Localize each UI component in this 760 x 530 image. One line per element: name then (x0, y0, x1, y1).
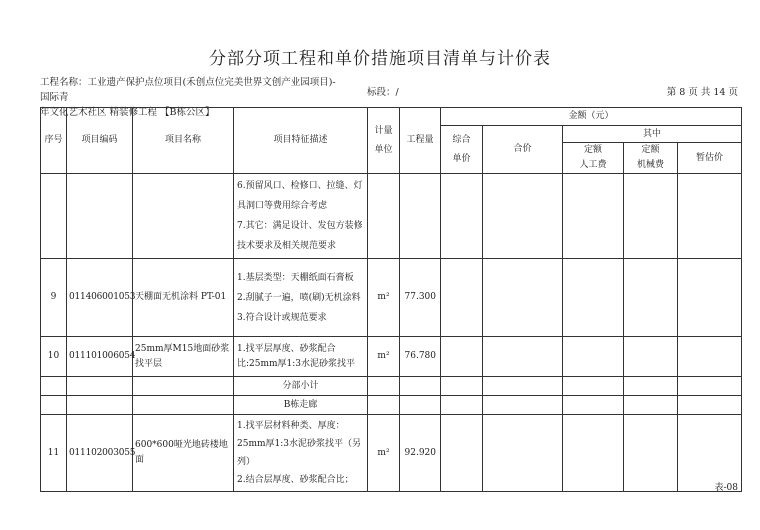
header-name: 项目名称 (133, 108, 234, 174)
header-unit-price (441, 126, 483, 174)
row-unit: m² (368, 415, 400, 492)
row-code: 011102003055 (67, 415, 133, 492)
subtotal-label: 分部小计 (234, 377, 368, 396)
header-total: 合价 (483, 126, 563, 174)
row-name: 天棚面无机涂料 PT-01 (133, 259, 234, 337)
header-desc: 项目特征描述 (234, 108, 368, 174)
header-provisional: 暂估价 (678, 143, 742, 174)
header-machine-line-1: 定额 (641, 145, 660, 155)
header-of-which: 其中 (563, 126, 742, 143)
row-name: 25mm厚M15地面砂浆找平层 (133, 337, 234, 377)
page-title: 分部分项工程和单价措施项目清单与计价表 (209, 49, 551, 69)
row-seq: 11 (41, 415, 67, 492)
table-row (41, 396, 742, 415)
table-row (41, 415, 742, 492)
row-name: 600*600哑光地砖楼地面 (133, 415, 234, 492)
header-seq: 序号 (41, 108, 67, 174)
group-label: B栋走廊 (234, 396, 368, 415)
section-label: 标段：/ (367, 87, 399, 98)
header-code: 项目编码 (67, 108, 133, 174)
header-labor-line-1: 定额 (583, 145, 602, 155)
header-unit (368, 108, 400, 174)
row-unit: m² (368, 337, 400, 377)
bill-of-quantities-table (40, 107, 742, 492)
row-desc: 1.找平层材料种类、厚度：25mm厚1:3水泥砂浆找平（另列） 2.结合层厚度、砂浆配合比； (234, 415, 368, 492)
project-name-line-1: 工程名称：工业遗产保护点位项目(禾创点位完美世界文创产业园项目)- 国际青 (40, 77, 336, 103)
table-row (41, 377, 742, 396)
table-row (41, 337, 742, 377)
header-labor-line-2: 人工费 (579, 160, 607, 170)
row-code: 011406001053 (67, 259, 133, 337)
table-row (41, 259, 742, 337)
page-indicator: 第 8 页 共 14 页 (666, 87, 738, 98)
row-qty: 77.300 (400, 259, 441, 337)
row-desc: 6.预留风口、检修口、拉缝、灯具洞口等费用综合考虑 7.其它：满足设计、发包方装修技术要求及相关规范要求 (234, 174, 368, 259)
header-unit-line-2: 单位 (374, 144, 393, 155)
header-amount: 金额（元） (441, 108, 742, 126)
row-code: 011101006054 (67, 337, 133, 377)
row-qty: 92.920 (400, 415, 441, 492)
header-labor (563, 143, 624, 174)
header-qty: 工程量 (400, 108, 441, 174)
row-desc: 1.基层类型：天棚纸面石膏板 2.刮腻子一遍，喷(刷)无机涂料 3.符合设计或规范要求 (234, 259, 368, 337)
header-machine-line-2: 机械费 (636, 160, 664, 170)
header-unit-price-line-1: 综合 (452, 134, 471, 145)
row-seq: 9 (41, 259, 67, 337)
header-unit-price-line-2: 单价 (452, 153, 471, 164)
header-machine (624, 143, 678, 174)
row-unit: m² (368, 259, 400, 337)
form-number: 表-08 (714, 483, 738, 493)
row-qty: 76.780 (400, 337, 441, 377)
table-row (41, 174, 742, 259)
project-name-line-2: 年文化艺术社区 精装修工程 【B栋公区】 (40, 107, 215, 118)
row-seq: 10 (41, 337, 67, 377)
header-unit-line-1: 计量 (374, 125, 393, 136)
row-desc: 1.找平层厚度、砂浆配合比:25mm厚1:3水泥砂浆找平 (234, 337, 368, 377)
